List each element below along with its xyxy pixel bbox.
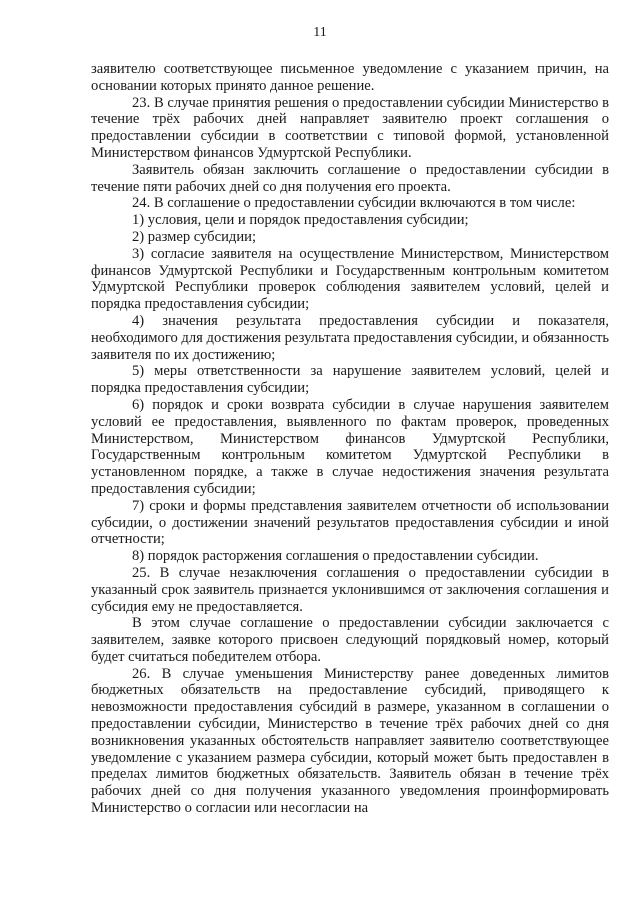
list-item-1: 1) условия, цели и порядок предоставления субсидии;: [132, 212, 469, 229]
page-number: 11: [313, 25, 327, 40]
paragraph-25-next-applicant: В этом случае соглашение о предоставлении субсидии заключается с заявителем, заявке которого присвоен следующий порядковый номер, который будет считаться победителем отбора.: [91, 615, 609, 665]
list-item-3: 3) согласие заявителя на осуществление Министерством, Министерством финансов Удмуртской Республики и Государственным контрольным комитетом Удмуртской Республики проверок соблюдения заявителем условий, целей и порядка предоставления субсидии;: [91, 245, 609, 313]
list-item-4: 4) значения результата предоставления субсидии и показателя, необходимого для достижения результата предоставления субсидии, и обязанность заявителя по их достижению;: [91, 312, 609, 363]
paragraph-24: 24. В соглашение о предоставлении субсидии включаются в том числе:: [132, 195, 576, 212]
paragraph-23-obligation: Заявитель обязан заключить соглашение о предоставлении субсидии в течение пяти рабочих дней со дня получения его проекта.: [91, 161, 609, 195]
list-item-6: 6) порядок и сроки возврата субсидии в случае нарушения заявителем условий ее предоставления, выявленного по фактам проверок, проведенных Министерством, Министерством финансов Удмуртской Республики, Государственным контрольным комитетом Удмуртской Республики в установленном порядке, а также в случае недостижения значения результата предоставления субсидии;: [91, 396, 609, 497]
list-item-2: 2) размер субсидии;: [132, 228, 256, 245]
paragraph-26: 26. В случае уменьшения Министерству ранее доведенных лимитов бюджетных обязательств на предоставление субсидий, приводящего к невозможности предоставления субсидий в размере, указанном в соглашении о предоставлении субсидии, Министерство в течение трёх рабочих дней со дня возникновения указанных обстоятельств направляет заявителю соответствующее уведомление с указанием размера субсидии, который может быть предоставлен в пределах лимитов бюджетных обязательств. Заявитель обязан в течение трёх рабочих дней со дня получения указанного уведомления проинформировать Министерство о согласии или несогласии на: [91, 665, 609, 817]
list-item-5: 5) меры ответственности за нарушение заявителем условий, целей и порядка предоставления субсидии;: [91, 363, 609, 397]
list-item-8: 8) порядок расторжения соглашения о предоставлении субсидии.: [132, 548, 539, 565]
list-item-7: 7) сроки и формы представления заявителем отчетности об использовании субсидии, о достижении значений результатов предоставления субсидии и иной отчетности;: [91, 497, 609, 548]
paragraph-25: 25. В случае незаключения соглашения о предоставлении субсидии в указанный срок заявитель признается уклонившимся от заключения соглашения и субсидия ему не предоставляется.: [91, 564, 609, 615]
paragraph-23: 23. В случае принятия решения о предоставлении субсидии Министерство в течение трёх рабочих дней направляет заявителю проект соглашения о предоставлении субсидии в соответствии с типовой формой, установленной Министерством финансов Удмуртской Республики.: [91, 94, 609, 161]
paragraph-continuation: заявителю соответствующее письменное уведомление с указанием причин, на основании которых принято данное решение.: [91, 61, 609, 94]
document-body: [91, 61, 609, 817]
